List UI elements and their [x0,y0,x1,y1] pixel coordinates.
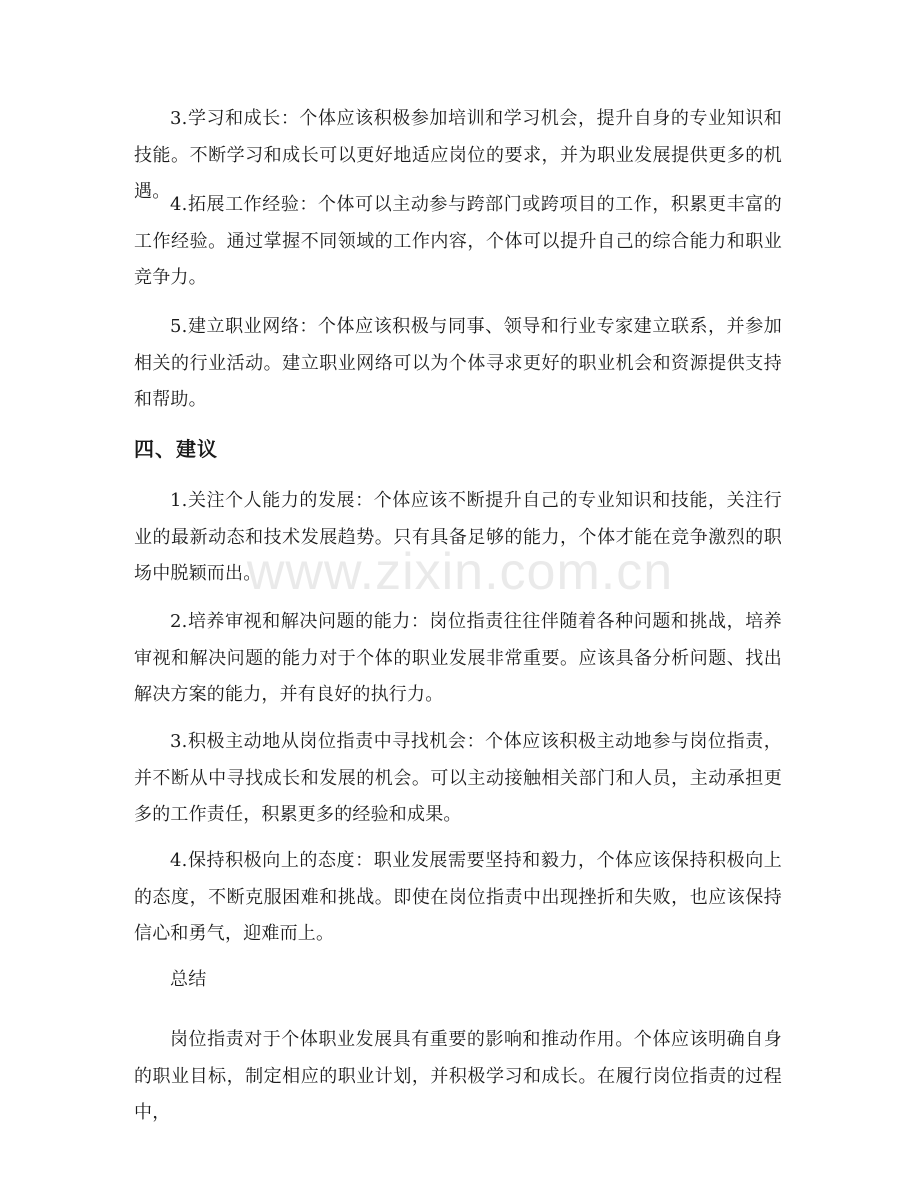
watermark-text: www.zixin.com.cn [246,543,674,601]
paragraph-summary: 岗位指责对于个体职业发展具有重要的影响和推动作用。个体应该明确自身的职业目标，制定相应的职业计划，并积极学习和成长。在履行岗位指责的过程中， [134,1029,782,1123]
paragraph-suggestion-2: 2.培养审视和解决问题的能力：岗位指责往往伴随着各种问题和挑战，培养审视和解决问题的能力对于个体的职业发展非常重要。应该具备分析问题、找出解决方案的能力，并有良好的执行力。 [134,611,782,705]
paragraph-learning-growth: 3.学习和成长：个体应该积极参加培训和学习机会，提升自身的专业知识和技能。不断学习和成长可以更好地适应岗位的要求，并为职业发展提供更多的机遇。 [134,108,782,202]
paragraph-suggestion-1: 1.关注个人能力的发展：个体应该不断提升自己的专业知识和技能，关注行业的最新动态和技术发展趋势。只有具备足够的能力，个体才能在竞争激烈的职场中脱颖而出。 [134,490,782,584]
paragraph-suggestion-4: 4.保持积极向上的态度：职业发展需要坚持和毅力，个体应该保持积极向上的态度，不断克服困难和挑战。即使在岗位指责中出现挫折和失败，也应该保持信心和勇气，迎难而上。 [134,850,782,944]
paragraph-expand-experience: 4.拓展工作经验：个体可以主动参与跨部门或跨项目的工作，积累更丰富的工作经验。通过掌握不同领域的工作内容，个体可以提升自己的综合能力和职业竞争力。 [134,194,782,288]
summary-title: 总结 [170,969,207,990]
section-heading-suggestions: 四、建议 [134,437,218,461]
paragraph-build-network: 5.建立职业网络：个体应该积极与同事、领导和行业专家建立联系，并参加相关的行业活动。建立职业网络可以为个体寻求更好的职业机会和资源提供支持和帮助。 [134,316,782,410]
paragraph-suggestion-3: 3.积极主动地从岗位指责中寻找机会：个体应该积极主动地参与岗位指责，并不断从中寻找成长和发展的机会。可以主动接触相关部门和人员，主动承担更多的工作责任，积累更多的经验和成果。 [134,731,782,825]
